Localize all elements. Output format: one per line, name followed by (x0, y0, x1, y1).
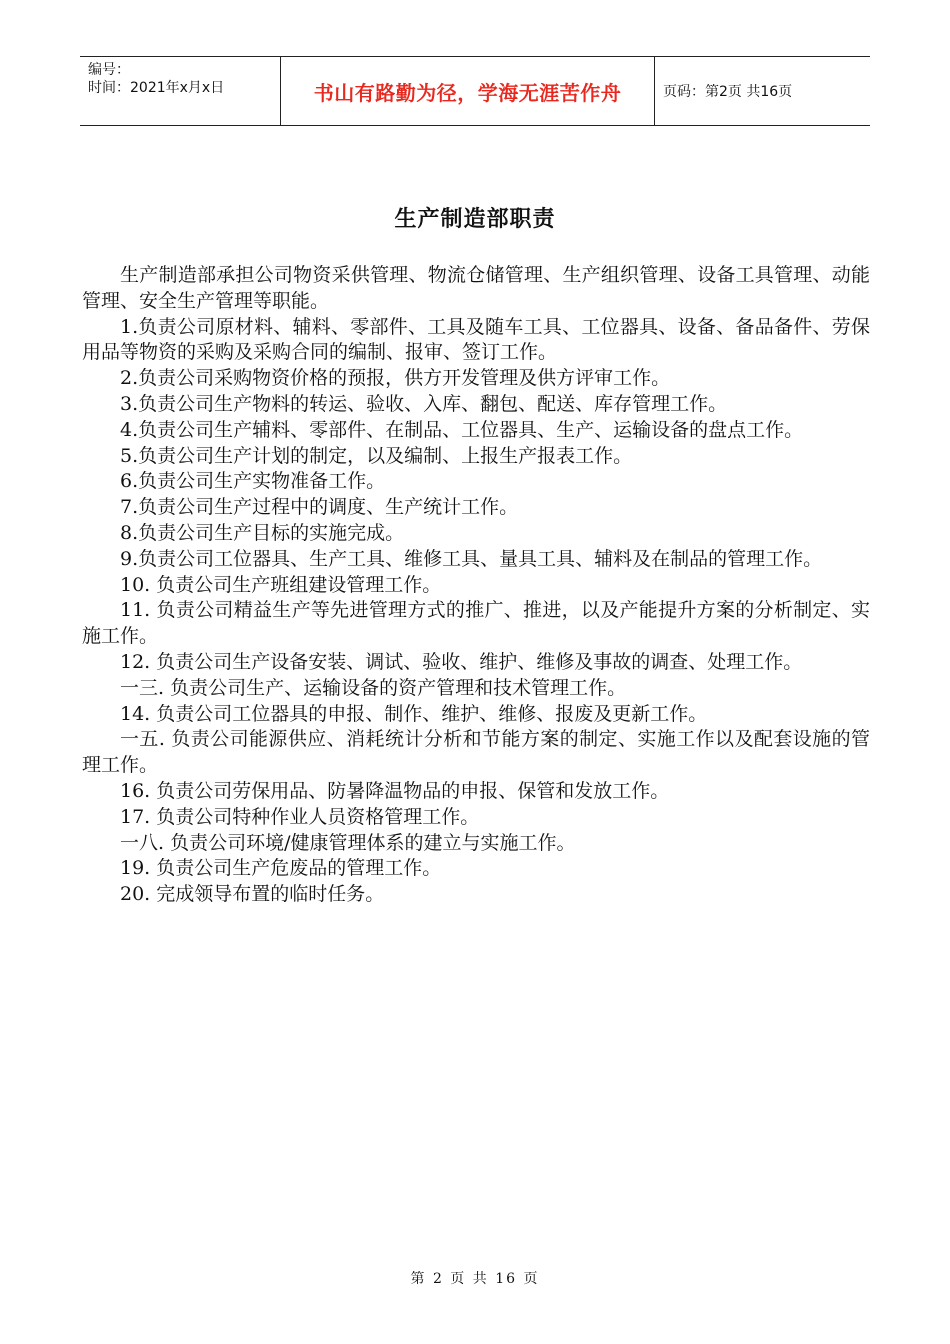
body-paragraph: 19. 负责公司生产危废品的管理工作。 (120, 857, 442, 880)
body-paragraph: 2.负责公司采购物资价格的预报，供方开发管理及供方评审工作。 (120, 367, 671, 390)
header-motto-cell (281, 57, 655, 125)
body-paragraph: 14. 负责公司工位器具的申报、制作、维护、维修、报废及更新工作。 (120, 702, 708, 725)
body-paragraph: 10. 负责公司生产班组建设管理工作。 (120, 573, 442, 596)
body-paragraph: 8.负责公司生产目标的实施完成。 (120, 521, 405, 544)
body-paragraph: 16. 负责公司劳保用品、防暑降温物品的申报、保管和发放工作。 (120, 779, 670, 802)
body-paragraph: 12. 负责公司生产设备安装、调试、验收、维护、维修及事故的调查、处理工作。 (120, 650, 803, 673)
body-paragraph: 一五. 负责公司能源供应、消耗统计分析和节能方案的制定、实施工作以及配套设施的管理工作。 (82, 728, 870, 777)
body-paragraph: 20. 完成领导布置的临时任务。 (120, 883, 385, 906)
header-motto: 书山有路勤为径，学海无涯苦作舟 (313, 80, 622, 105)
body-paragraph: 17. 负责公司特种作业人员资格管理工作。 (120, 805, 480, 828)
document-body (82, 263, 870, 908)
body-paragraph: 1.负责公司原材料、辅料、零部件、工具及随车工具、工位器具、设备、备品备件、劳保用品等物资的采购及采购合同的编制、报审、签订工作。 (82, 315, 870, 364)
body-paragraph: 6.负责公司生产实物准备工作。 (120, 470, 386, 493)
header-page-cell (655, 57, 870, 125)
document-number-label: 编号： (88, 62, 130, 78)
body-paragraph: 生产制造部承担公司物资采供管理、物流仓储管理、生产组织管理、设备工具管理、动能管理、安全生产管理等职能。 (82, 264, 870, 312)
body-paragraph: 5.负责公司生产计划的制定，以及编制、上报生产报表工作。 (120, 444, 633, 467)
body-paragraph: 一三. 负责公司生产、运输设备的资产管理和技术管理工作。 (120, 676, 627, 699)
body-paragraph: 11. 负责公司精益生产等先进管理方式的推广、推进，以及产能提升方案的分析制定、实施工作。 (82, 599, 870, 648)
body-paragraph: 一八. 负责公司环境/健康管理体系的建立与实施工作。 (120, 831, 576, 854)
document-title: 生产制造部职责 (394, 206, 556, 232)
header-page-info: 页码：第2页 共16页 (663, 84, 793, 100)
body-paragraph: 3.负责公司生产物料的转运、验收、入库、翻包、配送、库存管理工作。 (120, 392, 728, 415)
body-paragraph: 4.负责公司生产辅料、零部件、在制品、工位器具、生产、运输设备的盘点工作。 (120, 418, 804, 441)
header-meta-cell (80, 57, 281, 125)
body-paragraph: 9.负责公司工位器具、生产工具、维修工具、量具工具、辅料及在制品的管理工作。 (120, 547, 823, 570)
document-date-label: 时间：2021年x月x日 (88, 80, 225, 96)
page-header (80, 56, 870, 126)
body-paragraph: 7.负责公司生产过程中的调度、生产统计工作。 (120, 496, 519, 519)
page-footer: 第 2 页 共 16 页 (410, 1271, 540, 1287)
